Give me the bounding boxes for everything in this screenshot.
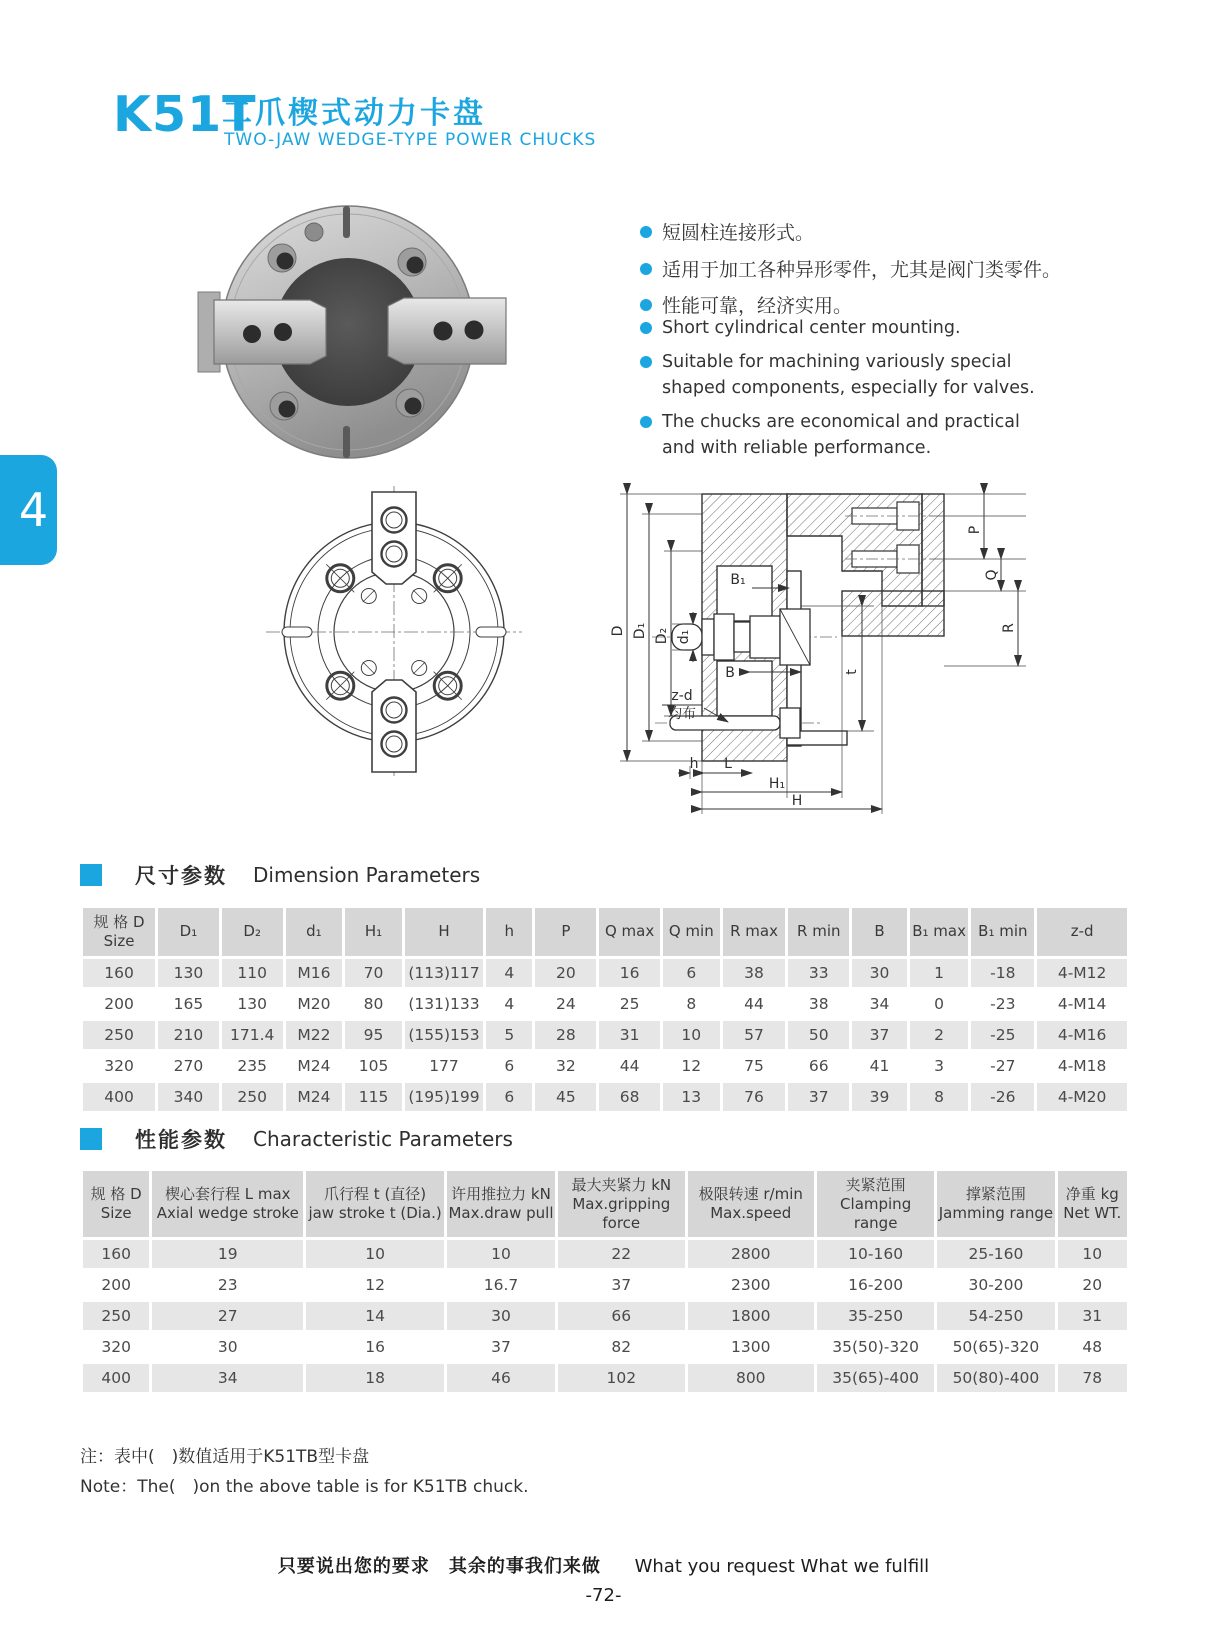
- table-cell: 102: [558, 1364, 684, 1392]
- table-cell: 210: [158, 1021, 219, 1049]
- table-cell: M20: [286, 990, 343, 1018]
- table-cell: 46: [447, 1364, 555, 1392]
- feature-text: The chucks are economical and practical and with reliable performance.: [662, 412, 1020, 458]
- table-row: [83, 1240, 1127, 1268]
- table-cell: 57: [723, 1021, 786, 1049]
- table-cell: 37: [788, 1083, 849, 1111]
- table-cell: 32: [535, 1052, 596, 1080]
- dim-label-zd: z-d: [671, 688, 693, 704]
- table-cell: 8: [663, 990, 720, 1018]
- table-cell: 10: [306, 1240, 444, 1268]
- table-cell: 0: [910, 990, 969, 1018]
- column-header: h: [486, 908, 532, 956]
- table-cell: 45: [535, 1083, 596, 1111]
- column-header: 撑紧范围 Jamming range: [937, 1171, 1054, 1237]
- table-cell: 10: [663, 1021, 720, 1049]
- table-cell: 130: [158, 959, 219, 987]
- column-header: Q min: [663, 908, 720, 956]
- table-row: [83, 1333, 1127, 1361]
- table-notes: [80, 1443, 528, 1503]
- feature-text: Suitable for machining variously special shaped components, especially for valves.: [662, 352, 1035, 398]
- section-title-cn: 尺寸参数: [135, 864, 227, 888]
- table-cell: (113)117: [405, 959, 483, 987]
- table-cell: 5: [486, 1021, 532, 1049]
- table-cell: 270: [158, 1052, 219, 1080]
- table-row: [83, 1083, 1127, 1111]
- table-cell: 4-M14: [1037, 990, 1127, 1018]
- bullet-icon: [640, 299, 652, 311]
- table-cell: 8: [910, 1083, 969, 1111]
- bullet-icon: [640, 416, 652, 428]
- table-cell: 800: [688, 1364, 814, 1392]
- dim-label-junbu: 均布: [668, 706, 696, 722]
- table-cell: 44: [599, 1052, 660, 1080]
- table-cell: 250: [83, 1302, 149, 1330]
- section-title-en: Characteristic Parameters: [253, 1127, 513, 1151]
- table-cell: 4: [486, 959, 532, 987]
- dim-label-L: L: [724, 756, 732, 772]
- table-cell: 31: [599, 1021, 660, 1049]
- column-header: d₁: [286, 908, 343, 956]
- column-header: R min: [788, 908, 849, 956]
- dim-label-P: P: [967, 525, 983, 535]
- table-cell: 6: [486, 1052, 532, 1080]
- dim-label-R: R: [1001, 623, 1017, 633]
- feature-text: 短圆柱连接形式。: [662, 222, 815, 244]
- feature-text: 性能可靠，经济实用。: [662, 295, 853, 318]
- dim-label-H: H: [791, 793, 803, 809]
- table-cell: 200: [83, 990, 155, 1018]
- table-cell: 110: [222, 959, 283, 987]
- dim-label-h: h: [689, 756, 699, 772]
- dim-label-H1: H₁: [768, 776, 786, 792]
- table-cell: 76: [723, 1083, 786, 1111]
- table-cell: 105: [345, 1052, 402, 1080]
- table-cell: 6: [663, 959, 720, 987]
- column-header: 爪行程 t (直径) jaw stroke t (Dia.): [306, 1171, 444, 1237]
- table-cell: 400: [83, 1364, 149, 1392]
- table-cell: 20: [535, 959, 596, 987]
- table-cell: 160: [83, 959, 155, 987]
- table-cell: (195)199: [405, 1083, 483, 1111]
- column-header: z-d: [1037, 908, 1127, 956]
- column-header: R max: [723, 908, 786, 956]
- table-cell: 4-M12: [1037, 959, 1127, 987]
- dim-label-D2: D₂: [654, 627, 670, 645]
- table-cell: 28: [535, 1021, 596, 1049]
- bullet-icon: [640, 263, 652, 275]
- column-header: 楔心套行程 L max Axial wedge stroke: [152, 1171, 303, 1237]
- table-cell: -27: [971, 1052, 1034, 1080]
- table-cell: 4-M20: [1037, 1083, 1127, 1111]
- page-number: -72-: [585, 1585, 622, 1606]
- table-cell: 200: [83, 1271, 149, 1299]
- footer-slogan-en: What you request What we fulfill: [634, 1556, 930, 1577]
- table-cell: 20: [1058, 1271, 1127, 1299]
- table-cell: 66: [558, 1302, 684, 1330]
- feature-item-en: [640, 316, 1040, 341]
- table-cell: 70: [345, 959, 402, 987]
- product-model: K51T: [113, 86, 257, 143]
- chapter-tab: [0, 455, 57, 565]
- table-cell: (155)153: [405, 1021, 483, 1049]
- front-view-drawing: [266, 486, 522, 778]
- column-header: H₁: [345, 908, 402, 956]
- table-cell: (131)133: [405, 990, 483, 1018]
- table-cell: 18: [306, 1364, 444, 1392]
- table-cell: 19: [152, 1240, 303, 1268]
- table-cell: 44: [723, 990, 786, 1018]
- table-cell: M22: [286, 1021, 343, 1049]
- table-cell: 4-M16: [1037, 1021, 1127, 1049]
- table-cell: 171.4: [222, 1021, 283, 1049]
- table-cell: 2: [910, 1021, 969, 1049]
- table-cell: 41: [852, 1052, 907, 1080]
- column-header: 夹紧范围 Clamping range: [817, 1171, 934, 1237]
- table-cell: 31: [1058, 1302, 1127, 1330]
- table-cell: 250: [222, 1083, 283, 1111]
- table-cell: 34: [152, 1364, 303, 1392]
- table-cell: 48: [1058, 1333, 1127, 1361]
- table-cell: 80: [345, 990, 402, 1018]
- table-cell: -23: [971, 990, 1034, 1018]
- table-cell: 37: [447, 1333, 555, 1361]
- note-en: Note：The( )on the above table is for K51TB chuck.: [80, 1476, 529, 1497]
- dimension-table-wrap: [80, 905, 1130, 1114]
- bullet-icon: [640, 356, 652, 368]
- table-cell: 38: [723, 959, 786, 987]
- section-title-en: Dimension Parameters: [253, 863, 481, 887]
- dimension-table: [80, 905, 1130, 1114]
- header-row: [83, 908, 1127, 956]
- dimension-section-heading: [80, 860, 480, 890]
- column-header: 最大夹紧力 kN Max.gripping force: [558, 1171, 684, 1237]
- table-cell: 250: [83, 1021, 155, 1049]
- dim-label-D1: D₁: [632, 622, 648, 640]
- table-cell: 82: [558, 1333, 684, 1361]
- feature-item-cn: [640, 220, 1185, 248]
- table-cell: 35(65)-400: [817, 1364, 934, 1392]
- feature-list-cn: [640, 220, 1185, 330]
- section-marker-icon: [80, 1128, 102, 1150]
- dim-label-B: B: [725, 665, 735, 681]
- product-title-en: TWO-JAW WEDGE-TYPE POWER CHUCKS: [224, 130, 597, 150]
- table-cell: 54-250: [937, 1302, 1054, 1330]
- table-cell: 16: [306, 1333, 444, 1361]
- table-row: [83, 1052, 1127, 1080]
- table-row: [83, 1021, 1127, 1049]
- bullet-icon: [640, 322, 652, 334]
- table-cell: 25-160: [937, 1240, 1054, 1268]
- feature-text: Short cylindrical center mounting.: [662, 318, 961, 338]
- table-cell: 6: [486, 1083, 532, 1111]
- table-cell: 12: [306, 1271, 444, 1299]
- column-header: Q max: [599, 908, 660, 956]
- feature-item-en: [640, 410, 1040, 461]
- table-cell: 50(65)-320: [937, 1333, 1054, 1361]
- table-cell: 39: [852, 1083, 907, 1111]
- table-cell: 30: [447, 1302, 555, 1330]
- table-cell: 4: [486, 990, 532, 1018]
- table-cell: 340: [158, 1083, 219, 1111]
- footer-slogan: [0, 1552, 1207, 1578]
- table-cell: 165: [158, 990, 219, 1018]
- table-cell: 34: [852, 990, 907, 1018]
- column-header: B₁ max: [910, 908, 969, 956]
- characteristic-table: [80, 1168, 1130, 1395]
- column-header: B: [852, 908, 907, 956]
- table-cell: 3: [910, 1052, 969, 1080]
- chuck-photo-graphic: [140, 196, 560, 468]
- bullet-icon: [640, 226, 652, 238]
- table-cell: 66: [788, 1052, 849, 1080]
- table-cell: 30: [152, 1333, 303, 1361]
- table-cell: -26: [971, 1083, 1034, 1111]
- column-header: 许用推拉力 kN Max.draw pull: [447, 1171, 555, 1237]
- table-cell: 24: [535, 990, 596, 1018]
- table-cell: 320: [83, 1052, 155, 1080]
- feature-list-en: [640, 316, 1040, 470]
- table-cell: 35(50)-320: [817, 1333, 934, 1361]
- table-cell: 30: [852, 959, 907, 987]
- column-header: P: [535, 908, 596, 956]
- table-cell: 1300: [688, 1333, 814, 1361]
- header-row: [83, 1171, 1127, 1237]
- dim-label-d1: d₁: [676, 629, 692, 645]
- table-cell: 12: [663, 1052, 720, 1080]
- table-cell: 16: [599, 959, 660, 987]
- dim-label-t: t: [844, 669, 860, 675]
- table-cell: -25: [971, 1021, 1034, 1049]
- footer-slogan-cn: 只要说出您的要求 其余的事我们来做: [277, 1556, 601, 1577]
- product-photo: [140, 196, 560, 468]
- table-cell: 10: [1058, 1240, 1127, 1268]
- table-row: [83, 1302, 1127, 1330]
- table-cell: 78: [1058, 1364, 1127, 1392]
- table-cell: 1: [910, 959, 969, 987]
- table-cell: 2300: [688, 1271, 814, 1299]
- table-cell: 23: [152, 1271, 303, 1299]
- table-cell: 115: [345, 1083, 402, 1111]
- dim-label-B1: B₁: [730, 572, 746, 588]
- table-cell: 177: [405, 1052, 483, 1080]
- table-cell: 75: [723, 1052, 786, 1080]
- column-header: D₂: [222, 908, 283, 956]
- table-cell: 16.7: [447, 1271, 555, 1299]
- table-cell: -18: [971, 959, 1034, 987]
- table-cell: 2800: [688, 1240, 814, 1268]
- table-cell: 50: [788, 1021, 849, 1049]
- table-cell: 13: [663, 1083, 720, 1111]
- dim-label-Q: Q: [984, 569, 1000, 581]
- table-cell: 235: [222, 1052, 283, 1080]
- column-header: 极限转速 r/min Max.speed: [688, 1171, 814, 1237]
- column-header: D₁: [158, 908, 219, 956]
- table-cell: 95: [345, 1021, 402, 1049]
- table-cell: 400: [83, 1083, 155, 1111]
- dim-label-D: D: [610, 625, 626, 637]
- table-cell: 160: [83, 1240, 149, 1268]
- feature-item-cn: [640, 257, 1185, 285]
- table-cell: 50(80)-400: [937, 1364, 1054, 1392]
- table-cell: 68: [599, 1083, 660, 1111]
- table-cell: 38: [788, 990, 849, 1018]
- table-cell: M24: [286, 1083, 343, 1111]
- table-row: [83, 1271, 1127, 1299]
- characteristic-section-heading: [80, 1124, 513, 1154]
- table-cell: 320: [83, 1333, 149, 1361]
- feature-text: 适用于加工各种异形零件，尤其是阀门类零件。: [662, 258, 1062, 281]
- column-header: H: [405, 908, 483, 956]
- column-header: 规 格 D Size: [83, 1171, 149, 1237]
- table-cell: M16: [286, 959, 343, 987]
- table-cell: 33: [788, 959, 849, 987]
- characteristic-table-wrap: [80, 1168, 1130, 1395]
- section-view-drawing: [552, 476, 1060, 824]
- table-cell: 37: [558, 1271, 684, 1299]
- table-cell: 10-160: [817, 1240, 934, 1268]
- table-row: [83, 990, 1127, 1018]
- table-cell: 4-M18: [1037, 1052, 1127, 1080]
- table-cell: 27: [152, 1302, 303, 1330]
- column-header: 净重 kg Net WT.: [1058, 1171, 1127, 1237]
- chapter-number: 4: [18, 483, 49, 537]
- table-cell: 25: [599, 990, 660, 1018]
- table-row: [83, 1364, 1127, 1392]
- section-title-cn: 性能参数: [135, 1128, 227, 1152]
- note-cn: 注：表中( )数值适用于K51TB型卡盘: [80, 1447, 370, 1467]
- table-cell: 35-250: [817, 1302, 934, 1330]
- table-cell: 16-200: [817, 1271, 934, 1299]
- table-cell: 37: [852, 1021, 907, 1049]
- table-cell: 130: [222, 990, 283, 1018]
- table-cell: 14: [306, 1302, 444, 1330]
- column-header: B₁ min: [971, 908, 1034, 956]
- feature-item-en: [640, 350, 1040, 401]
- table-row: [83, 959, 1127, 987]
- product-title-cn: 二爪楔式动力卡盘: [222, 96, 486, 131]
- column-header: 规 格 D Size: [83, 908, 155, 956]
- table-cell: 1800: [688, 1302, 814, 1330]
- table-cell: 30-200: [937, 1271, 1054, 1299]
- table-cell: 10: [447, 1240, 555, 1268]
- section-marker-icon: [80, 864, 102, 886]
- table-cell: M24: [286, 1052, 343, 1080]
- table-cell: 22: [558, 1240, 684, 1268]
